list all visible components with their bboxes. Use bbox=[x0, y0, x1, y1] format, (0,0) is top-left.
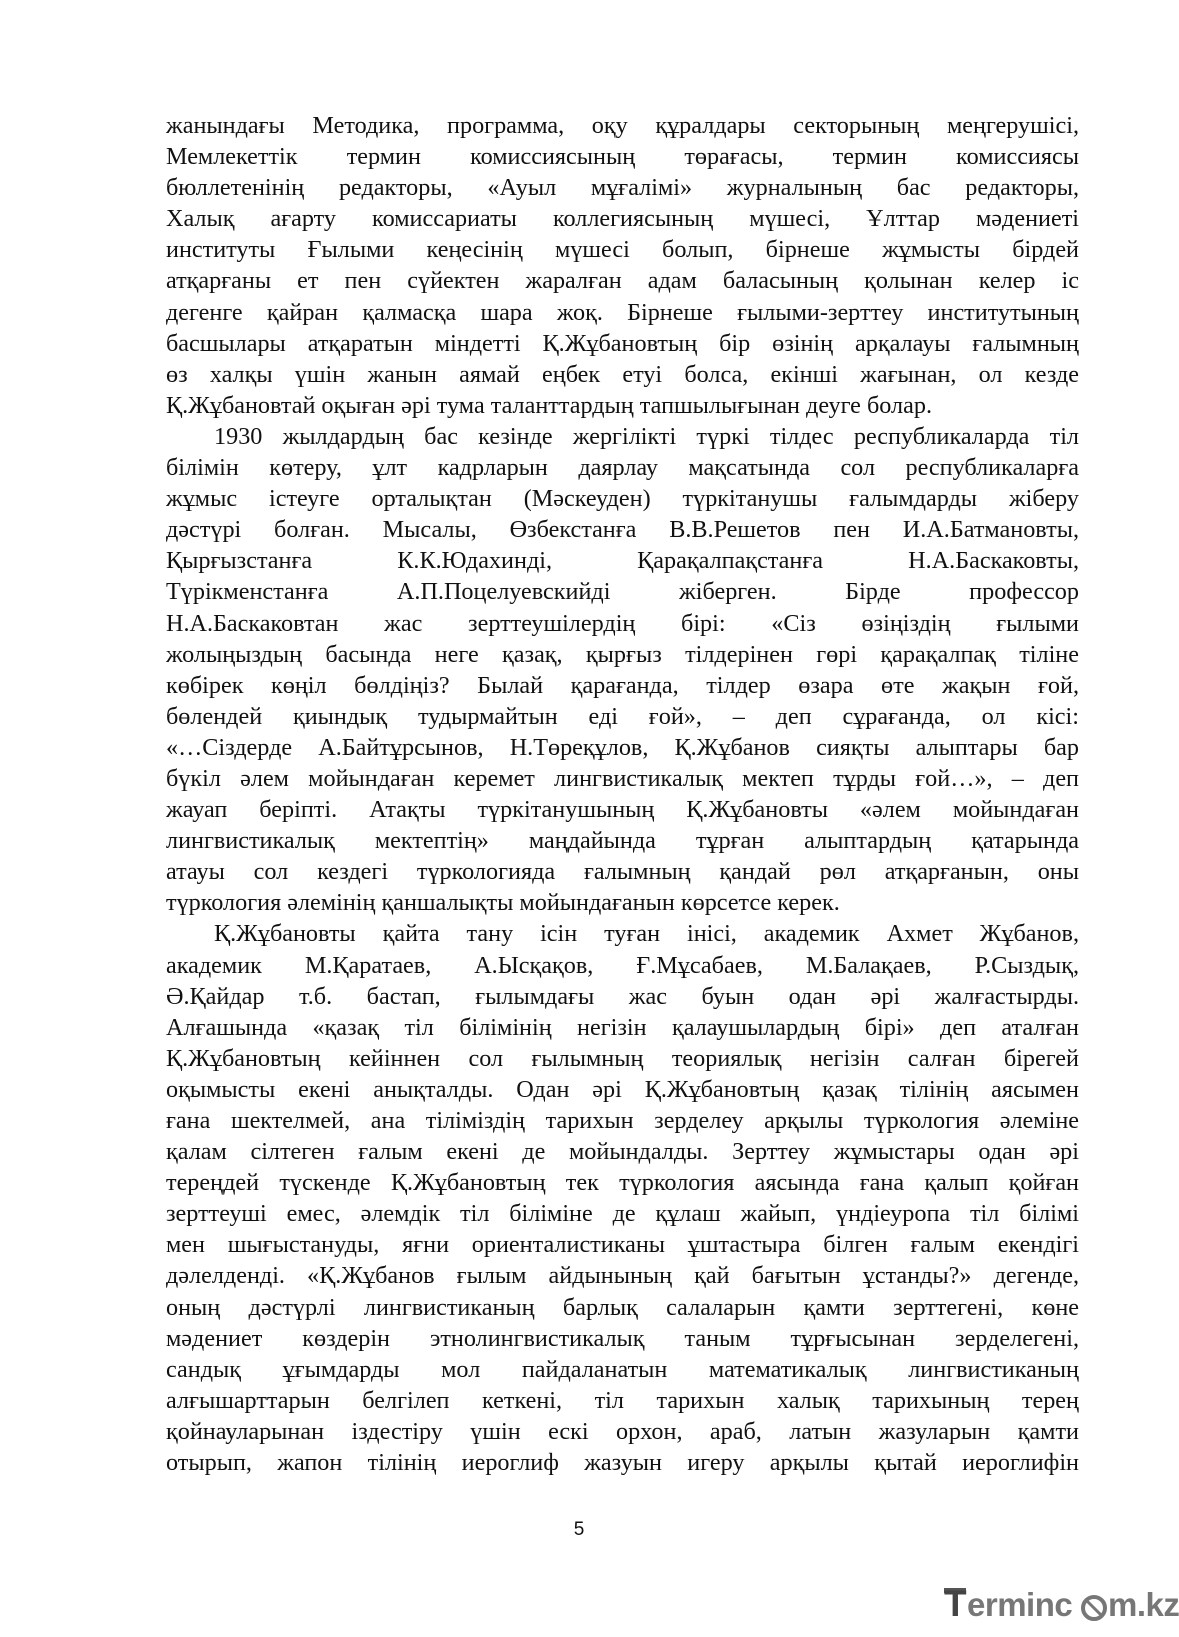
text-line: оның дәстүрлі лингвистиканың барлық салаларын қамти зерттегені, көне bbox=[166, 1293, 1079, 1321]
text-line: жауап беріпті. Атақты түркітанушының Қ.Жұбановты «әлем мойындаған bbox=[166, 796, 1079, 824]
text-line: дегенге қайран қалмасқа шара жоқ. Бірнеше ғылыми-зерттеу институтының bbox=[166, 298, 1079, 326]
text-line: институты Ғылыми кеңесінің мүшесі болып, бірнеше жұмысты бірдей bbox=[166, 236, 1079, 264]
text-line: Н.А.Баскаковтан жас зерттеушілердің бірі: «Сіз өзіңіздің ғылыми bbox=[166, 609, 1079, 637]
text-line: қойнауларынан іздестіру үшін ескі орхон, араб, латын жазуларын қамти bbox=[166, 1417, 1079, 1445]
logo-text-2: m.kz bbox=[1108, 1586, 1179, 1623]
logo-text-cap: T bbox=[944, 1583, 967, 1624]
text-line: Халық ағарту комиссариаты коллегиясының мүшесі, Ұлттар мәдениеті bbox=[166, 205, 1079, 233]
text-line: Қ.Жұбановты қайта тану ісін туған інісі, академик Ахмет Жұбанов, bbox=[214, 920, 1079, 948]
text-line: түркология әлемінің қаншалықты мойындағанын көрсетсе керек. bbox=[166, 889, 840, 917]
text-line: Қ.Жұбановтай оқыған әрі тума таланттардың тапшылығынан деуге болар. bbox=[166, 391, 932, 419]
text-line: жолыңыздың басында неге қазақ, қырғыз тілдерінен гөрі қарақалпақ тіліне bbox=[166, 640, 1079, 668]
text-line: сандық ұғымдарды мол пайдаланатын математикалық лингвистиканың bbox=[166, 1355, 1079, 1383]
text-line: мәдениет көздерін этнолингвистикалық таным тұрғысынан зерделегені, bbox=[166, 1324, 1079, 1352]
text-line: 1930 жылдардың бас кезінде жергілікті түркі тілдес республикаларда тіл bbox=[214, 422, 1079, 450]
page-number: 5 bbox=[573, 1519, 585, 1540]
text-line: Алғашында «қазақ тіл білімінің негізін қалаушылардың бірі» деп аталған bbox=[166, 1013, 1079, 1041]
text-line: дәлелденді. «Қ.Жұбанов ғылым айдынының қай бағытын ұстанды?» дегенде, bbox=[166, 1262, 1079, 1290]
text-line: Қ.Жұбановтың кейіннен сол ғылымның теориялық негізін салған бірегей bbox=[166, 1044, 1079, 1072]
body-text bbox=[166, 110, 1079, 1478]
text-line: бөлендей қиындық тудырмайтын еді ғой», – деп сұрағанда, ол кісі: bbox=[166, 702, 1079, 730]
text-line: басшылары атқаратын міндетті Қ.Жұбановтың бір өзінің арқалауы ғалымның bbox=[166, 329, 1079, 357]
text-line: өз халқы үшін жанын аямай еңбек етуі болса, екінші жағынан, ол кезде bbox=[166, 360, 1079, 388]
text-line: бүкіл әлем мойындаған керемет лингвистикалық мектеп тұрды ғой…», – деп bbox=[166, 764, 1079, 792]
text-line: дәстүрі болған. Мысалы, Өзбекстанға В.В.Решетов пен И.А.Батмановты, bbox=[166, 516, 1079, 544]
text-line: оқымысты екені анықталды. Одан әрі Қ.Жұбановтың қазақ тілінің аясымен bbox=[166, 1075, 1079, 1103]
text-line: жұмыс істеуге орталықтан (Мәскеуден) түркітанушы ғалымдарды жіберу bbox=[166, 485, 1079, 513]
text-line: Қырғызстанға К.К.Юдахинді, Қарақалпақстанға Н.А.Баскаковты, bbox=[166, 547, 1079, 575]
text-line: қалам сілтеген ғалым екені де мойындалды. Зерттеу жұмыстары одан әрі bbox=[166, 1138, 1079, 1166]
text-line: отырып, жапон тілінің иероглиф жазуын игеру арқылы қытай иероглифін bbox=[166, 1449, 1079, 1477]
text-line: тереңдей түскенде Қ.Жұбановтың тек түркология аясында ғана қалып қойған bbox=[166, 1169, 1079, 1197]
text-line: ғана шектелмей, ана тіліміздің тарихын зерделеу арқылы түркология әлеміне bbox=[166, 1107, 1079, 1134]
text-line: жанындағы Методика, программа, оқу құралдары секторының меңгерушісі, bbox=[166, 112, 1079, 139]
logo-text-1: erminc bbox=[967, 1586, 1073, 1623]
text-line: атауы сол кездегі түркологияда ғалымның қандай рөл атқарғанын, оны bbox=[166, 858, 1079, 886]
text-line: бюллетенінің редакторы, «Ауыл мұғалімі» журналының бас редакторы, bbox=[166, 174, 1079, 202]
text-line: Түрікменстанға А.П.Поцелуевскийді жіберген. Бірде профессор bbox=[166, 578, 1079, 606]
text-line: көбірек көңіл бөлдіңіз? Былай қарағанда, тілдер өзара өте жақын ғой, bbox=[166, 671, 1079, 699]
text-line: зерттеуші емес, әлемдік тіл біліміне де құлаш жайып, үндіеуропа тіл білімі bbox=[166, 1200, 1079, 1228]
text-line: лингвистикалық мектептің» маңдайында тұрған алыптардың қатарында bbox=[166, 827, 1079, 855]
text-line: алғышарттарын белгілеп кеткені, тіл тарихын халық тарихының терең bbox=[166, 1386, 1079, 1414]
text-line: «…Сіздерде А.Байтұрсынов, Н.Төреқұлов, Қ.Жұбанов сияқты алыптары бар bbox=[166, 733, 1079, 761]
termincom-logo bbox=[940, 1581, 1179, 1627]
text-line: Мемлекеттік термин комиссиясының төрағасы, термин комиссиясы bbox=[166, 143, 1079, 171]
text-line: атқарғаны ет пен сүйектен жаралған адам баласының қолынан келер іс bbox=[166, 267, 1079, 295]
text-line: академик М.Қаратаев, А.Ысқақов, Ғ.Мұсабаев, М.Балақаев, Р.Сыздық, bbox=[166, 951, 1079, 979]
text-line: мен шығыстануды, яғни ориенталистиканы ұштастыра білген ғалым екендігі bbox=[166, 1231, 1079, 1259]
text-line: білімін көтеру, ұлт кадрларын даярлау мақсатында сол республикаларға bbox=[166, 454, 1079, 482]
text-line: Ә.Қайдар т.б. бастап, ғылымдағы жас буын одан әрі жалғастырды. bbox=[166, 982, 1079, 1010]
